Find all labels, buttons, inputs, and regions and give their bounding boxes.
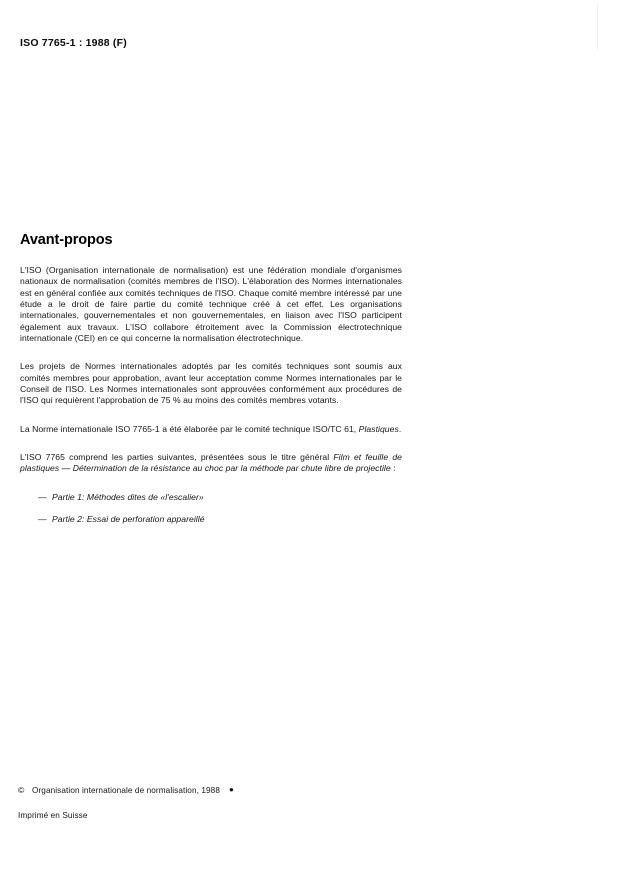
- paragraph-draft-approval: Les projets de Normes internationales adoptés par les comités techniques sont soumis aux comités membres pour approbation, avant leur acceptation comme Normes internationales par le Conseil de l'ISO. Les Normes internationales sont approuvées conformément aux procédures de l'ISO qui requièrent l'approbation de 75 % au moins des comités membres votants.: [20, 361, 402, 406]
- em-dash-bullet-icon: —: [38, 491, 47, 502]
- paragraph-parts-introduction: [20, 452, 402, 475]
- running-head-standard-number: ISO 7765-1 : 1988 (F): [20, 37, 127, 49]
- copyright-text: Organisation internationale de normalisation, 1988: [32, 786, 220, 795]
- crop-mark-line: [597, 4, 598, 50]
- list-item-label: Partie 2: Essai de perforation appareillé: [52, 514, 205, 525]
- parts-text-prefix: L'ISO 7765 comprend les parties suivantes, présentées sous le titre général: [20, 452, 334, 463]
- list-item-label: Partie 1: Méthodes dites de «l'escalier»: [52, 491, 204, 502]
- parts-list: [20, 492, 402, 526]
- committee-subject-italic: Plastiques: [358, 423, 399, 434]
- parts-general-title-italic: Film et feuille de plastiques — Détermination de la résistance au choc par la méthode par chute libre de projectile: [20, 452, 402, 474]
- copyright-icon: ©: [18, 785, 25, 795]
- em-dash-bullet-icon: —: [38, 514, 47, 525]
- paragraph-iso-introduction: L'ISO (Organisation internationale de normalisation) est une fédération mondiale d'organismes nationaux de normalisation (comités membres de l'ISO). L'élaboration des Normes internationales est en général confiée aux comités techniques de l'ISO. Chaque comité membre intéressé par une étude a le droit de faire partie du comité technique créé à cet effet. Les organisations internationales, gouvernementales et non gouvernementales, en liaison avec l'ISO participent également aux travaux. L'ISO collabore étroitement avec la Commission électrotechnique internationale (CEI) en ce qui concerne la normalisation électrotechnique.: [20, 265, 402, 344]
- list-item: [20, 514, 402, 525]
- foreword-content: [20, 232, 402, 526]
- parts-text-suffix: :: [390, 463, 396, 474]
- printed-in-line: Imprimé en Suisse: [18, 811, 88, 820]
- paragraph-technical-committee: [20, 424, 402, 435]
- page-title: Avant-propos: [20, 232, 113, 248]
- copyright-notice: [18, 784, 234, 796]
- committee-text-suffix: .: [398, 423, 402, 434]
- committee-text-prefix: La Norme internationale ISO 7765-1 a été élaborée par le comité technique ISO/TC 61,: [20, 423, 359, 434]
- list-item: [20, 492, 402, 503]
- trailing-dot-icon: ●: [228, 785, 234, 794]
